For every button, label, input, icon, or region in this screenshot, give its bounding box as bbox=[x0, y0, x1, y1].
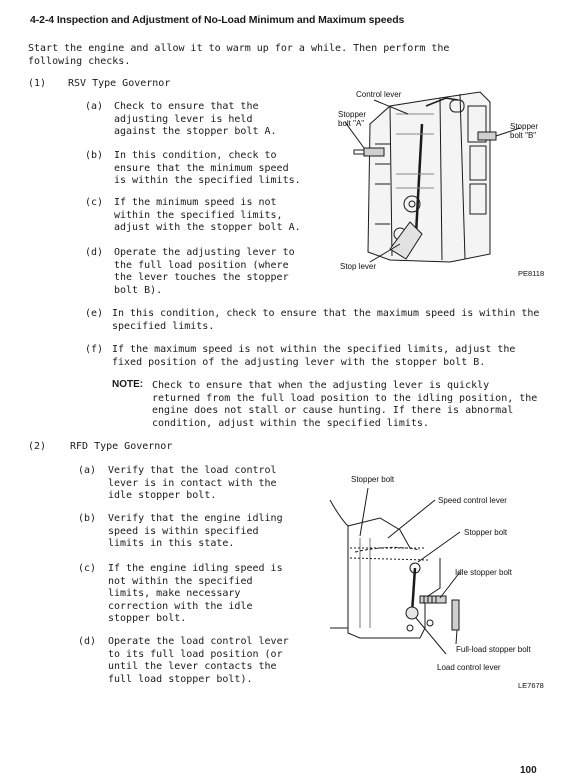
label-stop-lever: Stop lever bbox=[340, 262, 377, 271]
rsv-number: (1) bbox=[28, 78, 47, 89]
rsv-step-a-label: (a) bbox=[85, 101, 104, 112]
label-stopper-bolt-top: Stopper bolt bbox=[351, 475, 395, 484]
label-stopper-bolt-b: Stopper bolt "B" bbox=[510, 122, 539, 140]
rsv-step-a-text: Check to ensure that the adjusting lever is held against the stopper bolt A. bbox=[114, 101, 277, 137]
rsv-step-e-text: In this condition, check to ensure that the maximum speed is within the specified limits. bbox=[112, 308, 540, 332]
rfd-number: (2) bbox=[28, 441, 47, 452]
label-load-control-lever: Load control lever bbox=[437, 663, 501, 672]
rfd-step-c-label: (c) bbox=[78, 563, 97, 574]
label-idle-stopper-bolt: Idle stopper bolt bbox=[455, 568, 512, 577]
rsv-step-d-label: (d) bbox=[85, 247, 104, 258]
rfd-step-d-text: Operate the load control lever to its full load position (or until the lever contacts the full load stopper bolt). bbox=[108, 636, 289, 685]
label-stopper-bolt: Stopper bolt bbox=[464, 528, 508, 537]
label-stopper-bolt-a: Stopper bolt "A" bbox=[338, 110, 367, 128]
rfd-figure-code: LE7678 bbox=[518, 681, 544, 690]
note-label: NOTE: bbox=[112, 379, 144, 390]
rsv-figure-code: PE8118 bbox=[518, 269, 545, 278]
rsv-title: RSV Type Governor bbox=[68, 78, 171, 89]
note-text: Check to ensure that when the adjusting lever is quickly returned from the full load position to the idling position, the engine does not stall or cause hunting. If there is abnormal condition, adjust within the specified limits. bbox=[152, 380, 538, 429]
label-full-load-stopper-bolt: Full-load stopper bolt bbox=[456, 645, 531, 654]
rfd-governor-figure bbox=[320, 478, 570, 678]
rfd-step-b-label: (b) bbox=[78, 513, 97, 524]
rsv-step-c-text: If the minimum speed is not within the specified limits, adjust with the stopper bolt A. bbox=[114, 197, 301, 233]
rsv-step-f-label: (f) bbox=[85, 344, 104, 355]
rfd-title: RFD Type Governor bbox=[70, 441, 173, 452]
rsv-step-b-label: (b) bbox=[85, 150, 104, 161]
rfd-step-a-text: Verify that the load control lever is in contact with the idle stopper bolt. bbox=[108, 465, 277, 501]
rsv-step-e-label: (e) bbox=[85, 308, 104, 319]
rfd-step-b-text: Verify that the engine idling speed is within specified limits in this state. bbox=[108, 513, 283, 549]
rfd-step-d-label: (d) bbox=[78, 636, 97, 647]
page-number: 100 bbox=[520, 765, 537, 776]
rsv-step-c-label: (c) bbox=[85, 197, 104, 208]
section-title: 4-2-4 Inspection and Adjustment of No-Load Minimum and Maximum speeds bbox=[30, 14, 405, 26]
rsv-step-f-text: If the maximum speed is not within the specified limits, adjust the fixed position of the adjusting lever with the stopper bolt B. bbox=[112, 344, 516, 368]
intro-paragraph: Start the engine and allow it to warm up for a while. Then perform the following checks. bbox=[28, 43, 450, 67]
rfd-step-c-text: If the engine idling speed is not within the specified limits, make necessary correction with the idle stopper bolt. bbox=[108, 563, 283, 624]
rsv-step-b-text: In this condition, check to ensure that the minimum speed is within the specified limits. bbox=[114, 150, 301, 186]
rsv-step-d-text: Operate the adjusting lever to the full load position (where the lever touches the stopper bolt B). bbox=[114, 247, 295, 296]
label-speed-control-lever: Speed control lever bbox=[438, 496, 507, 505]
rfd-step-a-label: (a) bbox=[78, 465, 97, 476]
label-control-lever: Control lever bbox=[356, 90, 402, 99]
